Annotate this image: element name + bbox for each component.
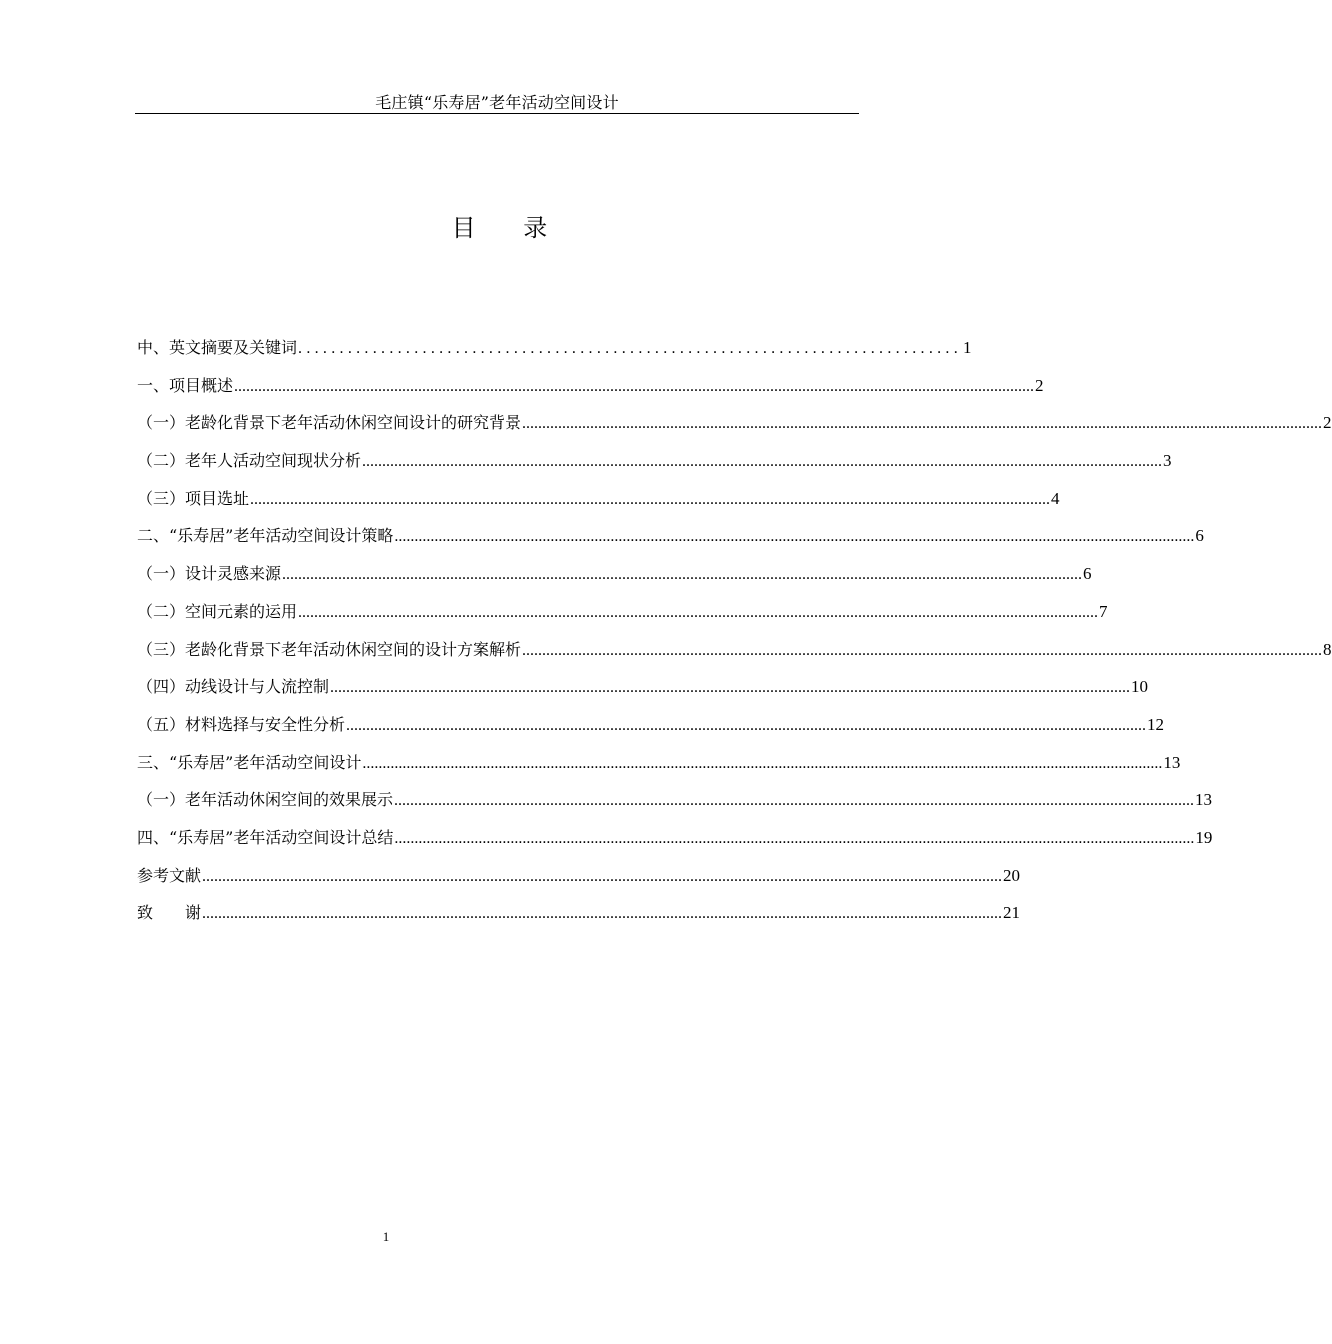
toc-entry-page: 10 xyxy=(1131,677,1149,697)
toc-entry-label: （一）老龄化背景下老年活动休闲空间设计的研究背景 xyxy=(137,413,522,433)
toc-entry-label: 中、英文摘要及关键词 xyxy=(137,338,298,357)
toc-entry-label: 四、“乐寿居”老年活动空间设计总结 xyxy=(137,827,394,847)
toc-entry[interactable] xyxy=(137,411,1332,449)
toc-entry-page: 8 xyxy=(1323,639,1332,659)
toc-entry-label: （四）动线设计与人流控制 xyxy=(137,677,330,697)
toc-entry-label: （一）老年活动休闲空间的效果展示 xyxy=(137,790,394,810)
toc-entry[interactable] xyxy=(137,524,1204,562)
toc-leader-dots: ........................................................................................................................................................................................................ xyxy=(522,415,1323,433)
toc-leader-dots: ........................................................................................................................................................................................................ xyxy=(282,566,1083,584)
toc-entry-label: 一、项目概述 xyxy=(137,375,234,395)
toc-entry[interactable] xyxy=(137,638,1332,676)
toc-entry-label: （二）空间元素的运用 xyxy=(137,601,298,621)
toc-leader-dots: ........................................................................................................................................................................................................ xyxy=(362,754,1163,772)
toc-entry-page: 3 xyxy=(1163,451,1172,471)
toc-entry-label: （三）老龄化背景下老年活动休闲空间的设计方案解析 xyxy=(137,639,522,659)
toc-entry[interactable] xyxy=(137,901,1021,939)
toc-entry[interactable] xyxy=(137,751,1181,789)
toc-entry[interactable] xyxy=(137,864,1021,902)
toc-entry-label: 二、“乐寿居”老年活动空间设计策略 xyxy=(137,526,394,546)
toc-entry-page: 21 xyxy=(1003,903,1021,923)
toc-entry-page: 2 xyxy=(1035,375,1044,395)
page-number: 1 xyxy=(382,1229,390,1244)
toc-leader-dots: ........................................................................................................................................................................................................ xyxy=(394,528,1195,546)
toc-entry[interactable] xyxy=(137,826,1213,864)
toc-entry[interactable] xyxy=(137,788,1213,826)
toc-leader-dots: ........................................................................................................................................................................................................ xyxy=(522,641,1323,659)
toc-entry-page: 7 xyxy=(1099,601,1108,621)
toc-leader-dots: ........................................................................................................................................................................................................ xyxy=(250,490,1051,508)
toc-entry-label: 参考文献 xyxy=(137,865,202,885)
toc-leader-dots: ........................................................................................................................................................................................................ xyxy=(298,603,1099,621)
toc-leader-dots: ........................................................................................................................................................................................................ xyxy=(234,377,1035,395)
toc-entry[interactable] xyxy=(137,336,972,374)
toc-entry-label: （五）材料选择与安全性分析 xyxy=(137,714,346,734)
toc-leader-dots: ........................................................................................................................................................................................................ xyxy=(394,829,1195,847)
toc-leader-dots: ........................................................................................................................................................................................................ xyxy=(346,716,1147,734)
toc-entry[interactable] xyxy=(137,600,1108,638)
toc-entry-label: （三）项目选址 xyxy=(137,488,250,508)
toc-entry-page: 6 xyxy=(1195,526,1204,546)
toc-entry[interactable] xyxy=(137,562,1092,600)
toc-entry[interactable] xyxy=(137,713,1165,751)
table-of-contents xyxy=(137,336,1332,939)
toc-entry-page: 4 xyxy=(1051,488,1060,508)
toc-entry[interactable] xyxy=(137,449,1172,487)
toc-leader-dots: ................................................................................ xyxy=(298,340,963,357)
toc-entry-page: 1 xyxy=(963,338,972,357)
toc-entry-page: 20 xyxy=(1003,865,1021,885)
toc-entry-page: 6 xyxy=(1083,564,1092,584)
toc-entry-page: 2 xyxy=(1323,413,1332,433)
toc-entry[interactable] xyxy=(137,675,1149,713)
toc-entry-page: 13 xyxy=(1163,752,1181,772)
toc-entry-page: 13 xyxy=(1195,790,1213,810)
toc-leader-dots: ........................................................................................................................................................................................................ xyxy=(362,453,1163,471)
toc-leader-dots: ........................................................................................................................................................................................................ xyxy=(330,679,1131,697)
toc-entry-label: （二）老年人活动空间现状分析 xyxy=(137,451,362,471)
toc-entry-page: 12 xyxy=(1147,714,1165,734)
toc-entry-page: 19 xyxy=(1195,827,1213,847)
running-header: 毛庄镇“乐寿居”老年活动空间设计 xyxy=(375,93,619,112)
toc-leader-dots: ........................................................................................................................................................................................................ xyxy=(202,905,1003,923)
toc-entry[interactable] xyxy=(137,487,1060,525)
toc-entry-label: 致 谢 xyxy=(137,903,202,923)
header-rule xyxy=(135,113,859,114)
toc-entry[interactable] xyxy=(137,374,1044,412)
toc-leader-dots: ........................................................................................................................................................................................................ xyxy=(202,867,1003,885)
toc-entry-label: 三、“乐寿居”老年活动空间设计 xyxy=(137,752,362,772)
toc-title: 目 录 xyxy=(451,214,549,242)
toc-entry-label: （一）设计灵感来源 xyxy=(137,564,282,584)
toc-leader-dots: ........................................................................................................................................................................................................ xyxy=(394,792,1195,810)
